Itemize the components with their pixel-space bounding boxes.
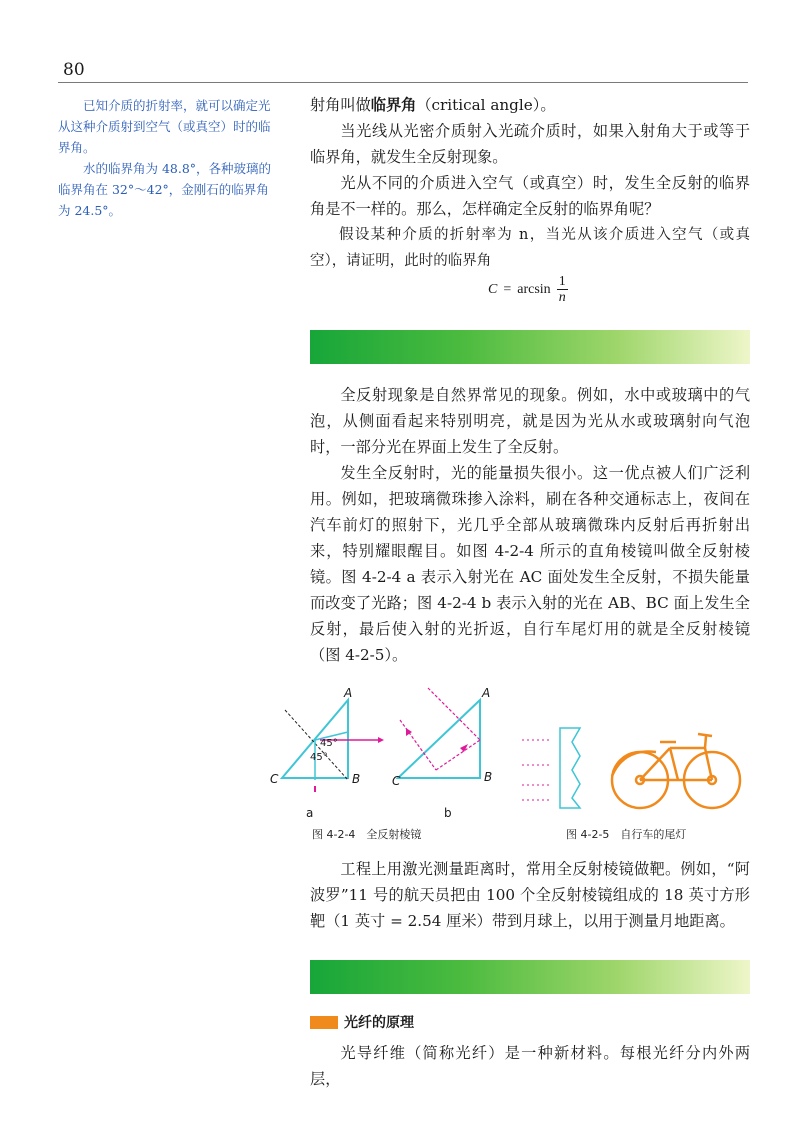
subfigure-a-label: a	[306, 806, 314, 820]
label-B-b: B	[484, 770, 493, 784]
main-text-top	[310, 92, 750, 274]
margin-note-paragraph-1: 已知介质的折射率，就可以确定光从这种介质射到空气（或真空）时的临界角。	[58, 98, 271, 155]
figures-area	[260, 680, 750, 840]
main-text-bottom	[310, 856, 750, 934]
section-title: 光纤的原理	[344, 1015, 414, 1031]
formula-fraction	[557, 274, 568, 305]
paragraph-laser-target: 工程上用激光测量距离时，常用全反射棱镜做靶。例如，“阿波罗”11 号的航天员把由 100 个全反射棱镜组成的 18 英寸方形靶（1 英寸 = 2.54 厘米）带到月球上，以用于测量月地距离。	[310, 860, 750, 930]
bicycle-illustration	[612, 734, 740, 808]
paragraph-proof-prompt: 假设某种介质的折射率为 n，当光从该介质进入空气（或真空），请证明，此时的临界角	[310, 227, 750, 269]
critical-angle-term: 临界角	[370, 96, 417, 114]
angle-label-2: 45°	[310, 752, 328, 763]
main-text-middle	[310, 382, 750, 668]
paragraph-critical-angle-question: 光从不同的介质进入空气（或真空）时，发生全反射的临界角是不一样的。那么，怎样确定全反射的临界角呢？	[310, 174, 750, 218]
prism-b	[398, 688, 480, 778]
section-banner-2	[310, 960, 750, 994]
figures-svg	[260, 680, 750, 840]
section-marker	[310, 1016, 338, 1029]
section-heading	[310, 1012, 414, 1032]
label-B-a: B	[352, 772, 361, 786]
paragraph-applications: 发生全反射时，光的能量损失很小。这一优点被人们广泛利用。例如，把玻璃微珠掺入涂料，刷在各种交通标志上，夜间在汽车前灯的照射下，光几乎全部从玻璃微珠内反射后再折射出来，特别耀眼醒目。如图 4-2-4 所示的直角棱镜叫做全反射棱镜。图 4-2-4 a 表示入射光在 AC 面处发生全反射，不损失能量而改变了光路；图 4-2-4 b 表示入射的光在 AB、BC 面上发生全反射，最后使入射的光折返，自行车尾灯用的就是全反射棱镜（图 4-2-5）。	[310, 464, 750, 664]
section-banner-1	[310, 330, 750, 364]
label-A-a: A	[344, 686, 353, 700]
intro-line	[310, 92, 750, 118]
label-C-a: C	[270, 772, 279, 786]
formula-lhs: C	[488, 281, 498, 297]
formula-denominator: n	[558, 290, 566, 305]
margin-note	[58, 95, 280, 221]
formula-equals: =	[503, 281, 512, 297]
formula-function: arcsin	[517, 281, 551, 297]
label-C-b: C	[392, 774, 401, 788]
figure-4-2-5-caption: 图 4-2-5 自行车的尾灯	[566, 828, 687, 841]
main-text-fiber	[310, 1040, 750, 1092]
taillight-reflector	[522, 728, 580, 808]
paragraph-total-reflection: 当光线从光密介质射入光疏介质时，如果入射角大于或等于临界角，就发生全反射现象。	[310, 122, 750, 166]
page-number: 80	[63, 60, 85, 80]
figure-4-2-4-caption: 图 4-2-4 全反射棱镜	[312, 828, 422, 841]
intro-prefix: 射角叫做	[310, 96, 371, 114]
angle-label-1: 45°	[320, 738, 338, 749]
margin-note-paragraph-2: 水的临界角为 48.8°，各种玻璃的临界角在 32°～42°，金刚石的临界角为 24.5°。	[58, 161, 272, 218]
paragraph-natural-phenomenon: 全反射现象是自然界常见的现象。例如，水中或玻璃中的气泡，从侧面看起来特别明亮，就是因为光从水或玻璃射向气泡时，一部分光在界面上发生了全反射。	[310, 386, 750, 456]
header-rule	[58, 82, 748, 83]
paragraph-fiber-intro: 光导纤维（简称光纤）是一种新材料。每根光纤分内外两层，	[310, 1044, 750, 1088]
subfigure-b-label: b	[444, 806, 452, 820]
label-A-b: A	[482, 686, 491, 700]
formula-numerator: 1	[558, 274, 566, 289]
critical-angle-formula	[488, 274, 568, 305]
intro-suffix: （critical angle）。	[416, 96, 556, 114]
